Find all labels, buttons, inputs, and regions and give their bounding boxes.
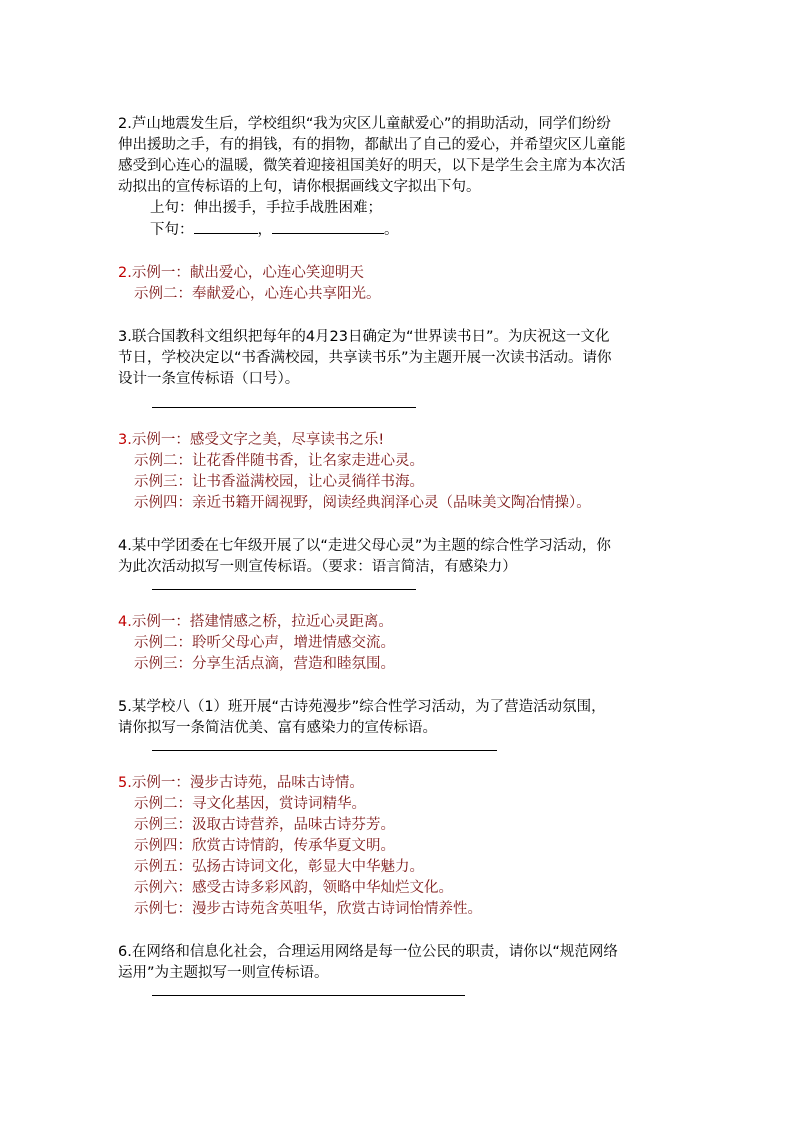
a2-example-1: 示例一：献出爱心，心连心笑迎明天 [131, 265, 364, 281]
q6-line-1: 6.在网络和信息化社会，合理运用网络是每一位公民的职责，请你以“规范网络 [118, 944, 618, 960]
answer-3 [118, 430, 688, 514]
answer-4 [118, 612, 688, 675]
a3-number: 3. [118, 432, 132, 448]
answer-2 [118, 263, 688, 305]
a4-line-1 [118, 612, 688, 633]
q2-line-4: 动拟出的宣传标语的上句，请你根据画线文字拟出下句。 [118, 179, 481, 195]
q3-line-2: 节日，学校决定以“书香满校园，共享读书乐”为主题开展一次读书活动。请你 [118, 350, 612, 366]
a5-example-3: 示例三：汲取古诗营养，品味古诗芬芳。 [134, 817, 395, 833]
a5-example-5: 示例五：弘扬古诗词文化，彰显大中华魅力。 [134, 859, 424, 875]
q6-answer-line[interactable] [152, 995, 465, 996]
q2-upper-line: 上句：伸出援手，手拉手战胜困难； [150, 200, 382, 216]
question-3 [118, 327, 688, 408]
q5-line-1: 5.某学校八（1）班开展“古诗苑漫步”综合性学习活动，为了营造活动氛围， [118, 699, 606, 715]
a4-example-1: 示例一：搭建情感之桥，拉近心灵距离。 [131, 614, 393, 630]
q2-lower-end: 。 [384, 222, 399, 238]
a3-example-2: 示例二：让花香伴随书香，让名家走进心灵。 [134, 453, 424, 469]
question-5 [118, 697, 688, 751]
q3-line-3: 设计一条宣传标语（口号）。 [118, 371, 300, 387]
question-6 [118, 942, 688, 996]
a4-example-2: 示例二：聆听父母心声，增进情感交流。 [134, 635, 395, 651]
q2-lower-label: 下句： [150, 222, 194, 238]
q2-line-2: 伸出援助之手，有的捐钱，有的捐物，都献出了自己的爱心，并希望灾区儿童能 [118, 137, 626, 153]
a2-example-2: 示例二：奉献爱心，心连心共享阳光。 [134, 286, 381, 302]
q5-line-2: 请你拟写一条简洁优美、富有感染力的宣传标语。 [118, 720, 437, 736]
q2-blank-2[interactable] [272, 219, 384, 234]
q6-line-2: 运用”为主题拟写一则宣传标语。 [118, 965, 329, 981]
a3-example-4: 示例四：亲近书籍开阔视野，阅读经典润泽心灵（品味美文陶冶情操）。 [134, 495, 591, 511]
a5-example-6: 示例六：感受古诗多彩风韵，领略中华灿烂文化。 [134, 880, 453, 896]
a2-line-1 [118, 263, 688, 284]
question-2 [118, 114, 688, 241]
document-page [118, 114, 688, 996]
a3-line-1 [118, 430, 688, 451]
q4-line-2: 为此次活动拟写一则宣传标语。（要求：语言简洁，有感染力） [118, 559, 517, 575]
q4-line-1: 4.某中学团委在七年级开展了以“走进父母心灵”为主题的综合性学习活动，你 [118, 538, 611, 554]
a5-number: 5. [118, 775, 132, 791]
q2-lower-line [118, 219, 688, 241]
answer-5 [118, 773, 688, 920]
q2-line-3: 感受到心连心的温暖，微笑着迎接祖国美好的明天，以下是学生会主席为本次活 [118, 158, 626, 174]
a2-number: 2. [118, 265, 132, 281]
a3-example-3: 示例三：让书香溢满校园，让心灵徜徉书海。 [134, 474, 424, 490]
q3-line-1: 3.联合国教科文组织把每年的4月23日确定为“世界读书日”。为庆祝这一文化 [118, 329, 610, 345]
a5-example-2: 示例二：寻文化基因，赏诗词精华。 [134, 796, 366, 812]
a4-example-3: 示例三：分享生活点滴，营造和睦氛围。 [134, 656, 395, 672]
q2-lower-sep: ， [257, 222, 272, 238]
q2-line-1: 2.芦山地震发生后，学校组织“我为灾区儿童献爱心”的捐助活动，同学们纷纷 [118, 116, 611, 132]
a5-example-7: 示例七：漫步古诗苑含英咀华，欣赏古诗词怡情养性。 [134, 901, 482, 917]
q2-blank-1[interactable] [194, 219, 258, 234]
a3-example-1: 示例一：感受文字之美，尽享读书之乐! [131, 432, 385, 448]
question-4 [118, 536, 688, 590]
a5-example-1: 示例一：漫步古诗苑，品味古诗情。 [131, 775, 364, 791]
a5-line-1 [118, 773, 688, 794]
a5-example-4: 示例四：欣赏古诗情韵，传承华夏文明。 [134, 838, 395, 854]
a4-number: 4. [118, 614, 132, 630]
